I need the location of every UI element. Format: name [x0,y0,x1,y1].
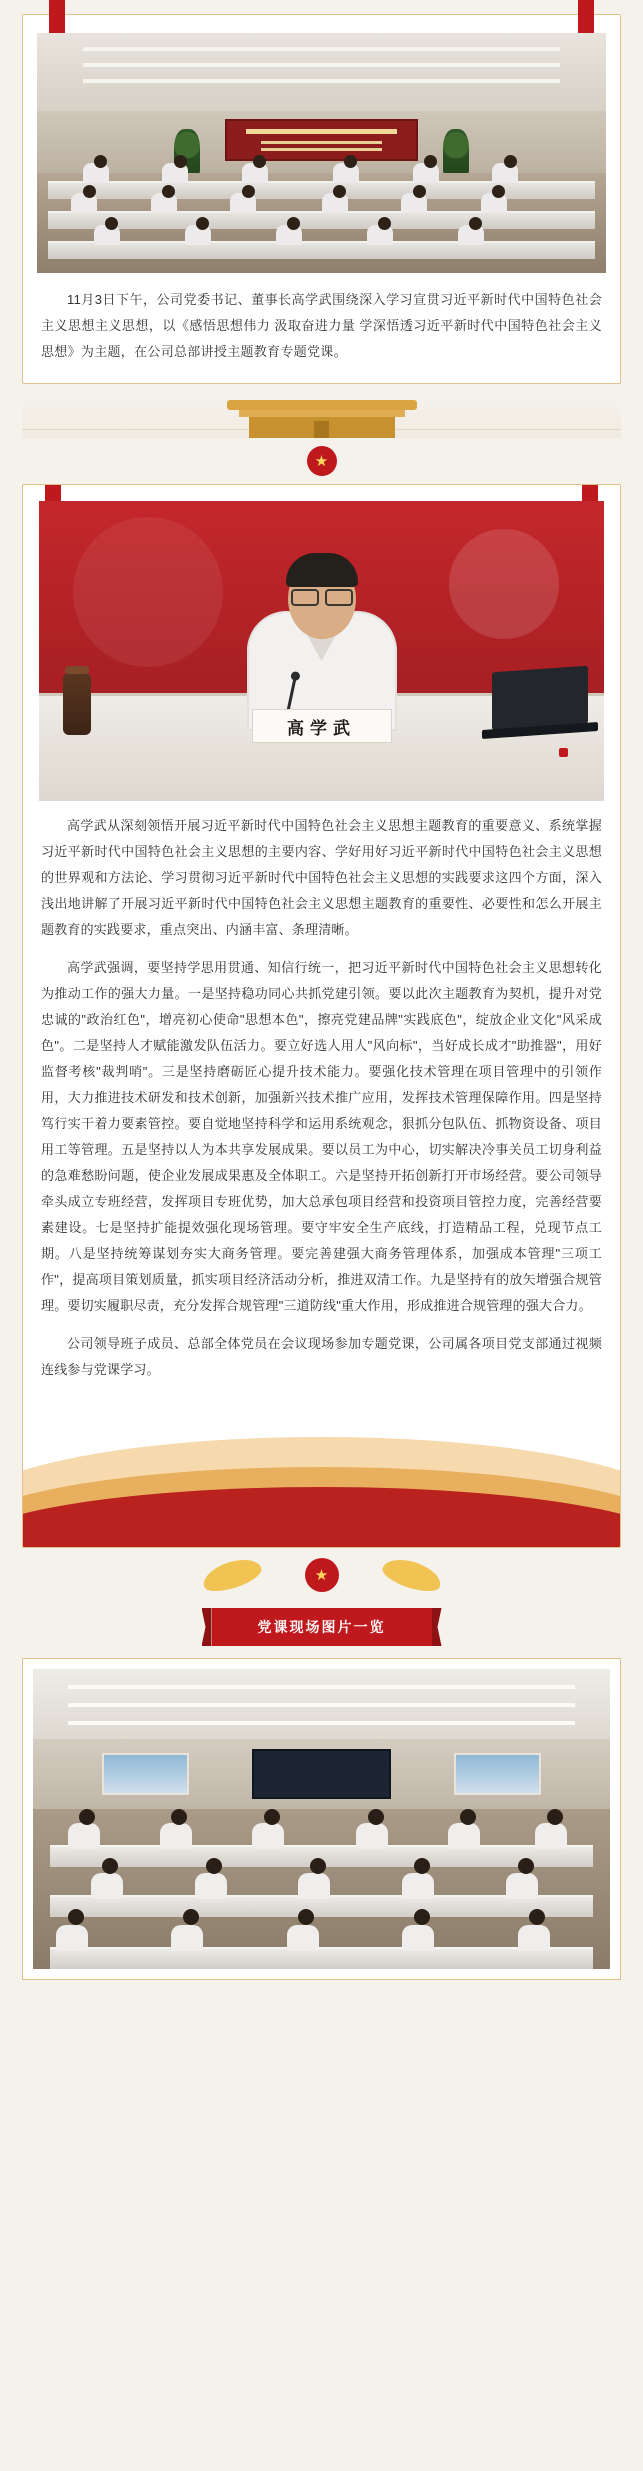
swoosh-icon [202,1558,442,1592]
meeting-hall-photo [37,33,606,273]
photo-party-badge [559,748,568,757]
photo-laptop [492,666,588,731]
footer-space [0,1980,643,2006]
photo-speaker-figure [247,551,397,731]
divider-emblem [0,438,643,484]
gallery-photo [33,1669,610,1969]
gallery-card [22,1658,621,1980]
photo-ceiling [37,33,606,111]
gate-decoration [22,394,621,438]
swoosh-decoration-wrap [0,1548,643,1608]
gallery-wall-picture-right [454,1753,541,1795]
intro-card [22,14,621,384]
gallery-display-screen [252,1749,390,1799]
gallery-ceiling [33,1669,610,1739]
gate-icon [227,398,417,438]
main-content-card [22,484,621,1548]
photo-thermos-cup [63,673,91,735]
speaker-nameplate: 高学武 [252,709,392,743]
gallery-wall-picture-left [102,1753,189,1795]
party-emblem-icon: ★ [307,446,337,476]
gallery-section-title: 党课现场图片一览 [212,1608,432,1646]
wave-decoration [23,1397,620,1547]
gallery-title-wrap [0,1608,643,1646]
photo-glasses [291,589,353,603]
main-paragraph-1: 高学武从深刻领悟开展习近平新时代中国特色社会主义思想主题教育的重要意义、系统掌握习近平新时代中国特色社会主义思想的主要内容、学好用好习近平新时代中国特色社会主义思想的世界观和方法论、学习贯彻习近平新时代中国特色社会主义思想的实践要求这四个方面，深入浅出地讲解了开展习近平新时代中国特色社会主义思想主题教育的重要性、必要性和怎么开展主题教育的实践要求，重点突出、内涵丰富、条理清晰。 [41,818,602,937]
main-paragraph-2: 高学武强调，要坚持学思用贯通、知信行统一，把习近平新时代中国特色社会主义思想转化为推动工作的强大力量。一是坚持稳功同心共抓党建引领。要以此次主题教育为契机，提升对党忠诚的"政治红色"，增亮初心使命"思想本色"，擦亮党建品牌"实践底色"，绽放企业文化"风采成色"。二是坚持人才赋能激发队伍活力。要立好选人用人"风向标"，当好成长成才"助推器"，用好监督考核"裁判哨"。三是坚持磨砺匠心提升技术能力。要强化技术管理在项目管理中的引领作用，大力推进技术研发和技术创新，加强新兴技术推广应用，发挥技术管理保障作用。四是坚持笃行实干着力要素管控。要自觉地坚持科学和运用系统观念，狠抓分包队伍、抓物资设备、项目用工等管理。五是坚持以人为本共享发展成果。要以员工为中心，切实解决冷事关员工切身利益的急难愁盼问题，使企业发展成果惠及全体职工。六是坚持开拓创新打开市场经营。要公司领导牵头成立专班经营，发挥项目专班优势，加大总承包项目经营和投资项目管控力度，完善经营要素建设。七是坚持扩能提效强化现场管理。要守牢安全生产底线，打造精品工程，兑现节点工期。八是坚持统筹谋划夯实大商务管理。要完善建强大商务管理体系，加强成本管理"三项工作"，提高项目策划质量，抓实项目经济活动分析，推进双清工作。九是坚持有的放矢增强合规管理。要切实履职尽责，充分发挥合规管理"三道防线"重大作用，形成推进合规管理的强大合力。 [41,960,602,1313]
photo-seating-rows [37,165,606,273]
intro-paragraph: 11月3日下午，公司党委书记、董事长高学武围绕深入学习宣贯习近平新时代中国特色社会主义思想主义思想，以《感悟思想伟力 汲取奋进力量 学深悟透习近平新时代中国特色社会主义思想》为主题，在公司总部讲授主题教育专题党课。 [41,292,602,359]
speaker-photo [39,501,604,801]
photo-stage-banner [225,119,418,161]
main-paragraph-3: 公司领导班子成员、总部全体党员在会议现场参加专题党课，公司属各项目党支部通过视频连线参与党课学习。 [41,1336,602,1377]
